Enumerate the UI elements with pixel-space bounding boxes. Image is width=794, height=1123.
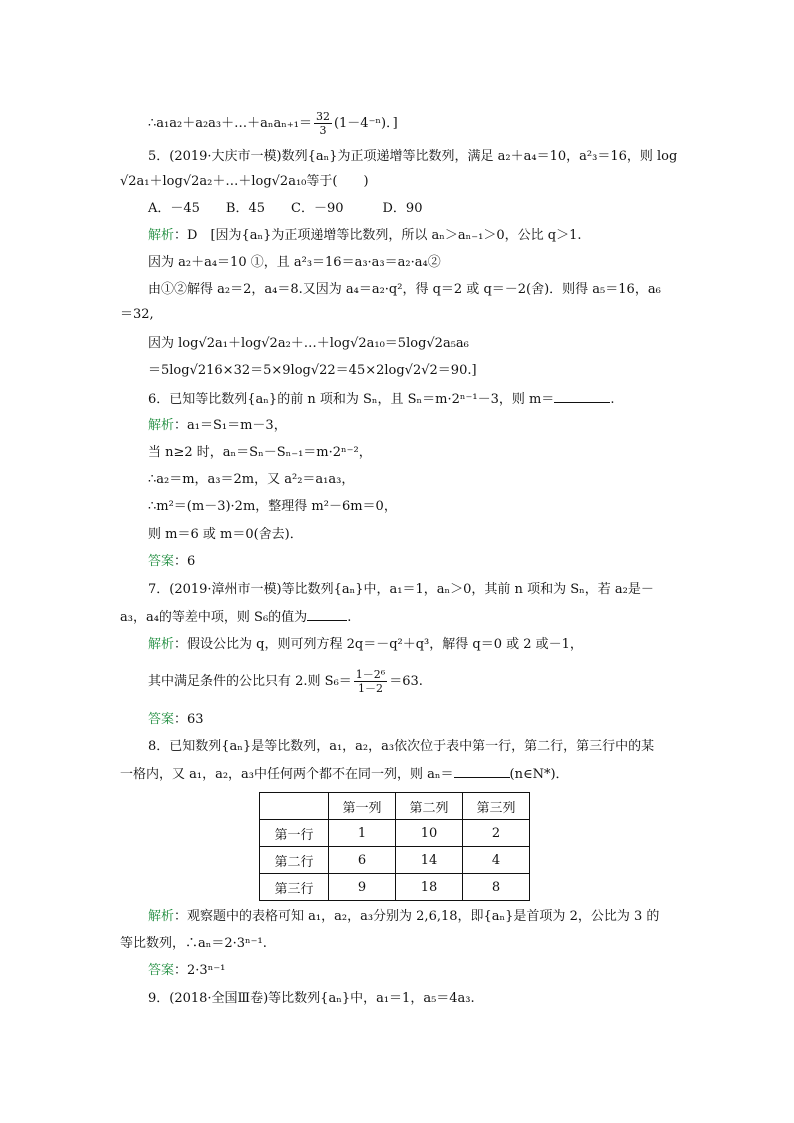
q5-solution-line1 (148, 227, 582, 245)
table-row (260, 847, 530, 874)
q4-conclusion-line (148, 110, 398, 137)
table-cell: 8 (463, 874, 530, 901)
table-cell: 9 (329, 874, 396, 901)
table-cell: 第三行 (260, 874, 329, 901)
solution-label: 解析 (148, 228, 175, 243)
table-row (260, 820, 530, 847)
table-header-cell (260, 793, 329, 820)
q6-question (148, 390, 614, 409)
text: ：63 (174, 712, 204, 727)
q8-solution-line2: 等比数列，∴aₙ＝2·3ⁿ⁻¹. (120, 936, 267, 951)
text: ：D [因为{aₙ}为正项递增等比数列，所以 aₙ＞aₙ₋₁＞0，公比 q＞1. (174, 228, 582, 243)
table-header-cell: 第一列 (329, 793, 396, 820)
q6-solution-line4: ∴m²＝(m－3)·2m，整理得 m²－6m＝0， (148, 499, 397, 514)
q5-solution-line2: 因为 a₂＋a₄＝10 ①，且 a²₃＝16＝a₃·a₃＝a₂·a₄② (148, 255, 441, 270)
text: a₃，a₄的等差中项，则 S₆的值为 (120, 610, 308, 625)
text: ：6 (174, 554, 196, 569)
text: 一格内，又 a₁，a₂，a₃中任何两个都不在同一列，则 aₙ＝ (120, 767, 454, 782)
text: . (347, 610, 352, 625)
q9-question-line1: 9．(2018·全国Ⅲ卷)等比数列{aₙ}中，a₁＝1，a₅＝4a₃. (148, 991, 475, 1006)
solution-label: 解析 (148, 637, 175, 652)
answer-blank (307, 608, 347, 621)
text: ＝63. (389, 674, 423, 689)
number-table (259, 792, 530, 901)
q7-question-line2 (120, 608, 351, 627)
text: ：a₁＝S₁＝m－3， (174, 418, 287, 433)
text: 其中满足条件的公比只有 2.则 S₆＝ (148, 674, 352, 689)
q7-answer (148, 711, 204, 729)
fraction-numerator: 1－2⁶ (355, 668, 386, 681)
q6-solution-line2: 当 n≥2 时，aₙ＝Sₙ－Sₙ₋₁＝m·2ⁿ⁻²， (148, 445, 372, 460)
table-cell: 4 (463, 847, 530, 874)
answer-label: 答案 (148, 554, 175, 569)
text: (n∈N*)． (509, 767, 569, 782)
q7-solution-line1 (148, 636, 583, 654)
q6-solution-line3: ∴a₂＝m，a₃＝2m，又 a²₂＝a₁a₃， (148, 472, 355, 487)
table-cell: 18 (396, 874, 463, 901)
q5-solution-line3: 由①②解得 a₂＝2，a₄＝8.又因为 a₄＝a₂·q²，得 q＝2 或 q＝－2(舍)．则得 a₅＝16，a₆ (148, 282, 661, 297)
answer-label: 答案 (148, 712, 175, 727)
q8-answer (148, 962, 225, 980)
text: (1－4⁻ⁿ)．] (333, 116, 398, 131)
table-cell: 第一行 (260, 820, 329, 847)
text: ：观察题中的表格可知 a₁，a₂，a₃分别为 2,6,18，即{aₙ}是首项为 2，公比为 3 的 (174, 909, 660, 924)
q5-options: A．－45 B．45 C．－90 D．90 (148, 201, 423, 216)
table-cell: 10 (396, 820, 463, 847)
fraction (354, 668, 387, 695)
q8-question-line1: 8．已知数列{aₙ}是等比数列，a₁，a₂，a₃依次位于表中第一行，第二行，第三行中的某 (148, 739, 655, 754)
text: ∴a₁a₂＋a₂a₃＋…＋aₙaₙ₊₁＝ (148, 116, 312, 131)
q5-question-line2: √2a₁＋log√2a₂＋…＋log√2a₁₀等于( ) (120, 174, 369, 189)
table-cell: 6 (329, 847, 396, 874)
answer-blank (554, 390, 610, 403)
q5-question-line1: 5．(2019·大庆市一模)数列{aₙ}为正项递增等比数列，满足 a₂＋a₄＝10，a²₃＝16，则 log (148, 149, 678, 164)
table-cell: 14 (396, 847, 463, 874)
text: ：假设公比为 q，则可列方程 2q＝－q²＋q³，解得 q＝0 或 2 或－1， (174, 637, 583, 652)
q5-solution-line6: ＝5log√216×32＝5×9log√22＝45×2log√2√2＝90.] (148, 363, 477, 378)
text: . (610, 392, 615, 407)
fraction-denominator: 3 (314, 123, 332, 137)
text: 6．已知等比数列{aₙ}的前 n 项和为 Sₙ，且 Sₙ＝m·2ⁿ⁻¹－3，则 m＝ (148, 392, 555, 407)
solution-label: 解析 (148, 418, 175, 433)
table-cell: 1 (329, 820, 396, 847)
q6-solution-line1 (148, 417, 287, 435)
table-cell: 第二行 (260, 847, 329, 874)
q5-solution-line4: ＝32, (120, 307, 154, 322)
table-row (260, 874, 530, 901)
table-cell: 2 (463, 820, 530, 847)
q6-answer (148, 553, 195, 571)
fraction-numerator: 32 (315, 110, 330, 123)
q5-solution-line5: 因为 log√2a₁＋log√2a₂＋…＋log√2a₁₀＝5log√2a₅a₆ (148, 336, 469, 351)
q7-solution-line2 (148, 668, 423, 695)
q7-question-line1: 7．(2019·漳州市一模)等比数列{aₙ}中，a₁＝1，aₙ＞0，其前 n 项和为 Sₙ，若 a₂是－ (148, 582, 654, 597)
table-header-cell: 第二列 (396, 793, 463, 820)
fraction (314, 110, 332, 137)
table-header-cell: 第三列 (463, 793, 530, 820)
fraction-denominator: 1－2 (354, 681, 387, 695)
solution-label: 解析 (148, 909, 175, 924)
answer-blank (454, 765, 510, 778)
answer-label: 答案 (148, 963, 175, 978)
q8-question-line2 (120, 765, 569, 784)
q6-solution-line5: 则 m＝6 或 m＝0(舍去)． (148, 527, 303, 542)
q8-solution-line1 (148, 908, 659, 926)
table-header-row (260, 793, 530, 820)
text: ：2·3ⁿ⁻¹ (174, 963, 226, 978)
